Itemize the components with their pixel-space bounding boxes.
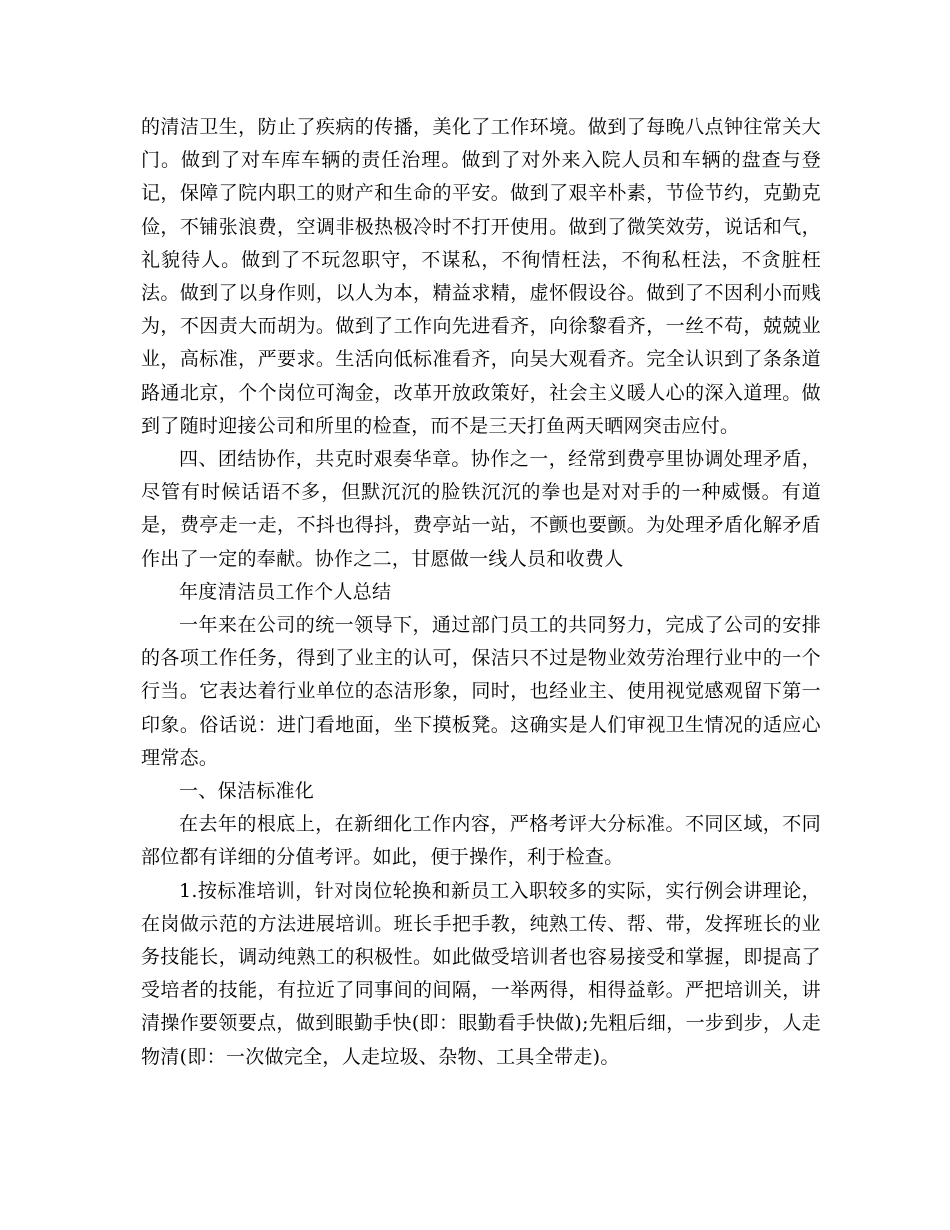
- paragraph-3: 一年来在公司的统一领导下，通过部门员工的共同努力，完成了公司的安排的各项工作任务，得到了业主的认可，保洁只不过是物业效劳治理行业中的一个行当。它表达着行业单位的态洁形象，同时，也经业主、使用视觉感观留下第一印象。俗话说：进门看地面，坐下摸板凳。这确实是人们审视卫生情况的适应心理常态。: [141, 614, 821, 769]
- document-page: [141, 111, 821, 1074]
- paragraph-1: 的清洁卫生，防止了疾病的传播，美化了工作环境。做到了每晚八点钟往常关大门。做到了对车库车辆的责任治理。做到了对外来入院人员和车辆的盘查与登记，保障了院内职工的财产和生命的平安。做到了艰辛朴素，节俭节约，克勤克俭，不铺张浪费，空调非极热极冷时不打开使用。做到了微笑效劳，说话和气，礼貌待人。做到了不玩忽职守，不谋私，不徇情枉法，不徇私枉法，不贪脏枉法。做到了以身作则，以人为本，精益求精，虚怀假设谷。做到了不因利小而贱为，不因责大而胡为。做到了工作向先进看齐，向徐黎看齐，一丝不苟，兢兢业业，高标准，严要求。生活向低标准看齐，向吴大观看齐。完全认识到了条条道路通北京，个个岗位可淘金，改革开放政策好，社会主义暖人心的深入道理。做到了随时迎接公司和所里的检查，而不是三天打鱼两天晒网突击应付。: [141, 116, 821, 437]
- section-title: 年度清洁员工作个人总结: [179, 580, 392, 603]
- paragraph-4: 在去年的根底上，在新细化工作内容，严格考评大分标准。不同区域，不同部位都有详细的分值考评。如此，便于操作，利于检查。: [141, 813, 821, 869]
- section-heading-1: 一、保洁标准化: [179, 780, 315, 803]
- paragraph-5: 1.按标准培训，针对岗位轮换和新员工入职较多的实际，实行例会讲理论，在岗做示范的方法进展培训。班长手把手教，纯熟工传、帮、带，发挥班长的业务技能长，调动纯熟工的积极性。如此做受培训者也容易接受和掌握，即提高了受培者的技能，有拉近了同事间的间隔，一举两得，相得益彰。严把培训关，讲清操作要领要点，做到眼勤手快(即：眼勤看手快做);先粗后细，一步到步，人走物清(即：一次做完全，人走垃圾、杂物、工具全带走)。: [141, 879, 821, 1068]
- paragraph-2: 四、团结协作，共克时艰奏华章。协作之一，经常到费亭里协调处理矛盾，尽管有时候话语不多，但默沉沉的脸铁沉沉的拳也是对对手的一种威慑。有道是，费亭走一走，不抖也得抖，费亭站一站，不颤也要颤。为处理矛盾化解矛盾作出了一定的奉献。协作之二，甘愿做一线人员和收费人: [141, 448, 821, 570]
